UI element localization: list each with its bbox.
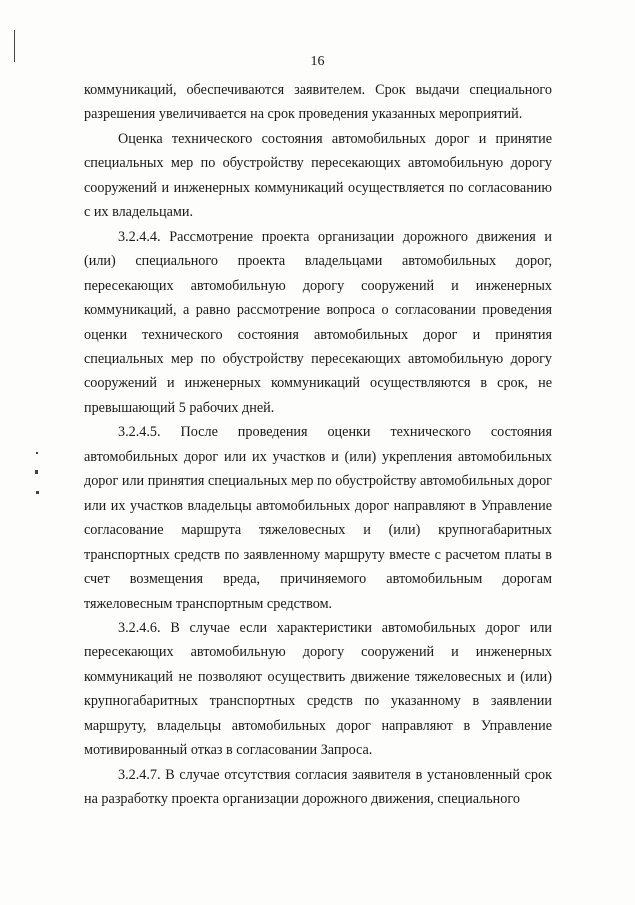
scan-mark-dot	[36, 452, 38, 454]
paragraph: коммуникаций, обеспечиваются заявителем. Срок выдачи специального разрешения увеличивается на срок проведения указанных мероприятий.	[84, 82, 552, 123]
page-number: 16	[310, 54, 325, 69]
scan-mark-dot	[35, 470, 38, 474]
document-body	[84, 78, 552, 812]
paragraph: Оценка технического состояния автомобильных дорог и принятие специальных мер по обустройству пересекающих автомобильную дорогу сооружений и инженерных коммуникаций осуществляется по согласованию с их владельцами.	[84, 130, 552, 221]
paragraph: 3.2.4.4. Рассмотрение проекта организации дорожного движения и (или) специального проекта владельцами автомобильных дорог, пересекающих автомобильную дорогу сооружений и инженерных коммуникаций, а равно рассмотрение вопроса о согласовании проведения оценки технического состояния автомобильных дорог и принятия специальных мер по обустройству пересекающих автомобильную дорогу сооружений и инженерных коммуникаций осуществляются в срок, не превышающий 5 рабочих дней.	[84, 228, 552, 416]
paragraph: 3.2.4.7. В случае отсутствия согласия заявителя в установленный срок на разработку проекта организации дорожного движения, специального	[84, 766, 552, 808]
scan-mark-dot	[36, 491, 39, 494]
paragraph: 3.2.4.6. В случае если характеристики автомобильных дорог или пересекающих автомобильную дорогу сооружений и инженерных коммуникаций не позволяют осуществить движение тяжеловесных и (или) крупногабаритных транспортных средств по указанному в заявлении маршруту, владельцы автомобильных дорог направляют в Управление мотивированный отказ в согласовании Запроса.	[84, 619, 552, 759]
paragraph: 3.2.4.5. После проведения оценки технического состояния автомобильных дорог или их участков и (или) укрепления автомобильных дорог или принятия специальных мер по обустройству автомобильных дорог или их участков владельцы автомобильных дорог направляют в Управление согласование маршрута тяжеловесных и (или) крупногабаритных транспортных средств по заявленному маршруту вместе с расчетом платы в счет возмещения вреда, причиняемого автомобильным дорогам тяжеловесным транспортным средством.	[84, 424, 552, 612]
